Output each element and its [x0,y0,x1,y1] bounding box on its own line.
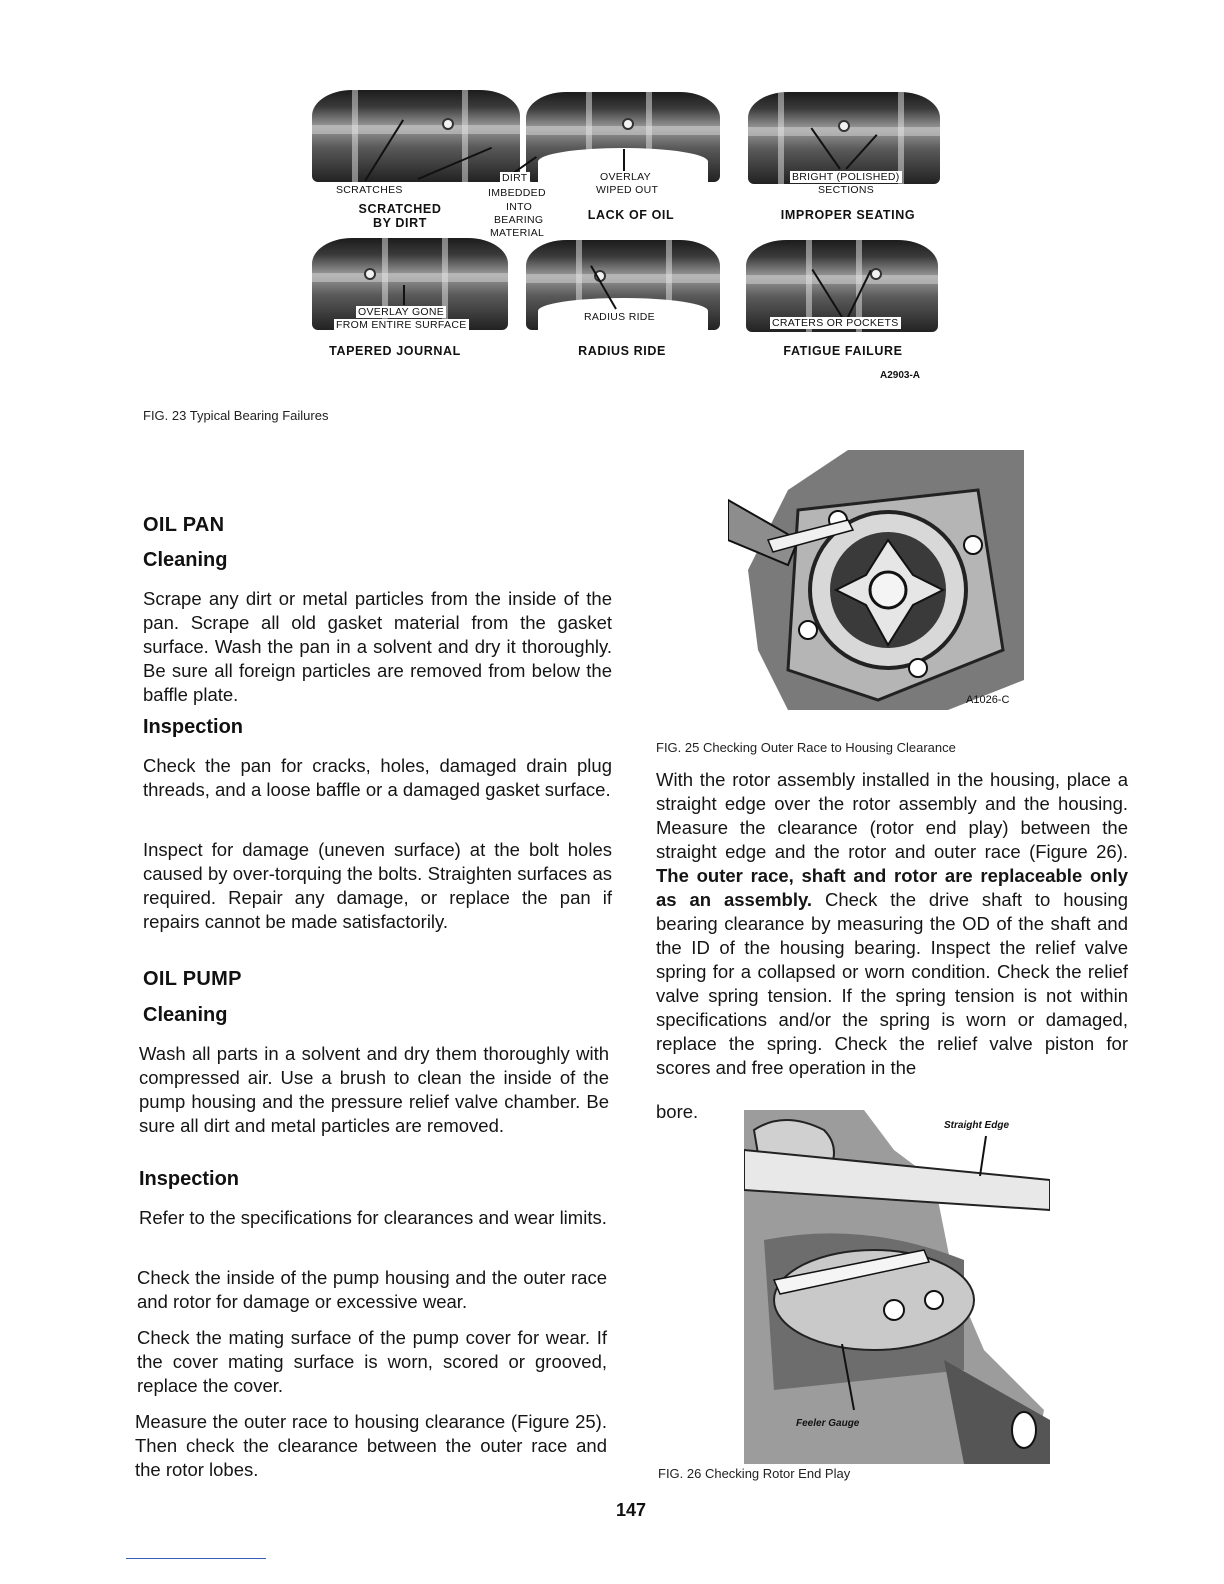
label-material: MATERIAL [490,227,545,239]
rotor-text-part1: With the rotor assembly installed in the housing, place a straight edge over the rotor assembly and the housing. Measure the clearance (rotor end play) between the straight edge and the rotor and outer race (Figure 26). [656,769,1128,862]
label-wiped-out: WIPED OUT [596,184,659,196]
oil-pump-cleaning-heading: Cleaning [143,1004,228,1026]
rotor-end-play-illustration [744,1110,1050,1464]
label-craters: CRATERS OR POCKETS [772,317,899,329]
rotor-text-last-word: bore. [656,1101,699,1122]
rotor-text-part2: Check the drive shaft to housing bearing clearance by measuring the OD of the shaft and the ID of the housing bearing. Inspect the relief valve spring for a collapsed or worn condition. Check the relief valve spring tension. If the spring tension is not within specifications and/or the spring is worn or damaged, replace the spring. Check the relief valve piston for scores and free operation in the [656,889,1128,1078]
caption-radius-ride: RADIUS RIDE [578,344,666,358]
oil-pan-inspection-heading: Inspection [143,716,244,738]
fig26-caption: FIG. 26 Checking Rotor End Play [658,1466,851,1481]
caption-improper-seating: IMPROPER SEATING [780,208,916,222]
caption-scratched-by-dirt [340,202,460,230]
oil-pump-inspection-heading: Inspection [139,1168,240,1190]
label-sections: SECTIONS [818,184,875,196]
label-from-entire-surface: FROM ENTIRE SURFACE [336,319,467,331]
rotor-text-bold: The outer race, shaft and rotor are replaceable only as an assembly. [656,865,1128,910]
caption-scratched-line1: SCRATCHED [358,202,442,216]
oil-pan-cleaning-text: Scrape any dirt or metal particles from the inside of the pan. Scrape all old gasket material from the gasket surface. Wash the pan in a solvent and dry it thoroughly. Be sure all foreign particles are removed from below the baffle plate. [143,588,612,705]
label-overlay-gone: OVERLAY GONE [358,306,445,318]
oil-pan-heading: OIL PAN [143,514,225,536]
label-bright-polished: BRIGHT (POLISHED) [792,171,900,183]
label-bearing: BEARING [494,214,544,226]
fig23-caption: FIG. 23 Typical Bearing Failures [143,408,329,423]
bearing-scratched-image [312,90,520,182]
label-feeler-gauge: Feeler Gauge [796,1418,860,1429]
fig25-photo [728,450,1024,710]
oil-pump-inspection-text-3: Check the mating surface of the pump cover for wear. If the cover mating surface is worn, scored or grooved, replace the cover. [137,1327,607,1396]
oil-pump-inspection-text-1: Refer to the specifications for clearances and wear limits. [139,1207,607,1228]
oil-pan-cleaning-heading: Cleaning [143,549,228,571]
label-dirt: DIRT [502,172,528,184]
caption-scratched-line2: BY DIRT [373,216,427,230]
oil-pump-inspection-text-4: Measure the outer race to housing clearance (Figure 25). Then check the clearance between the outer race and the rotor lobes. [135,1411,607,1480]
label-scratches: SCRATCHES [336,184,403,196]
label-straight-edge: Straight Edge [944,1120,1010,1131]
fig25-caption: FIG. 25 Checking Outer Race to Housing Clearance [656,740,956,755]
caption-fatigue-failure: FATIGUE FAILURE [783,344,903,358]
oil-pan-inspection-text-1: Check the pan for cracks, holes, damaged drain plug threads, and a loose baffle or a damaged gasket surface. [143,755,612,800]
caption-lack-of-oil: LACK OF OIL [587,208,675,222]
label-imbedded: IMBEDDED [488,187,546,199]
label-radius-ride: RADIUS RIDE [584,311,655,323]
fig25-ref-code: A1026-C [966,694,1010,706]
oil-pan-inspection-text-2: Inspect for damage (uneven surface) at the bolt holes caused by over-torquing the bolts. Straighten surfaces as required. Repair any damage, or replace the pan if repairs cannot be made satisfactorily. [143,839,612,932]
label-into: INTO [506,201,533,213]
label-overlay: OVERLAY [600,171,651,183]
page-number: 147 [616,1500,647,1520]
footnote-rule [126,1558,266,1559]
oil-pump-cleaning-text: Wash all parts in a solvent and dry them thoroughly with compressed air. Use a brush to clean the inside of the pump housing and the pressure relief valve chamber. Be sure all dirt and metal particles are removed. [139,1043,609,1136]
fig23-ref-code: A2903-A [880,370,921,381]
fig26-photo [744,1110,1050,1464]
oil-pump-heading: OIL PUMP [143,968,242,990]
oil-pump-housing-illustration [728,450,1024,710]
oil-pump-inspection-text-2: Check the inside of the pump housing and the outer race and rotor for damage or excessive wear. [137,1267,607,1312]
rotor-assembly-text [656,768,1128,1080]
caption-tapered-journal: TAPERED JOURNAL [329,344,461,358]
